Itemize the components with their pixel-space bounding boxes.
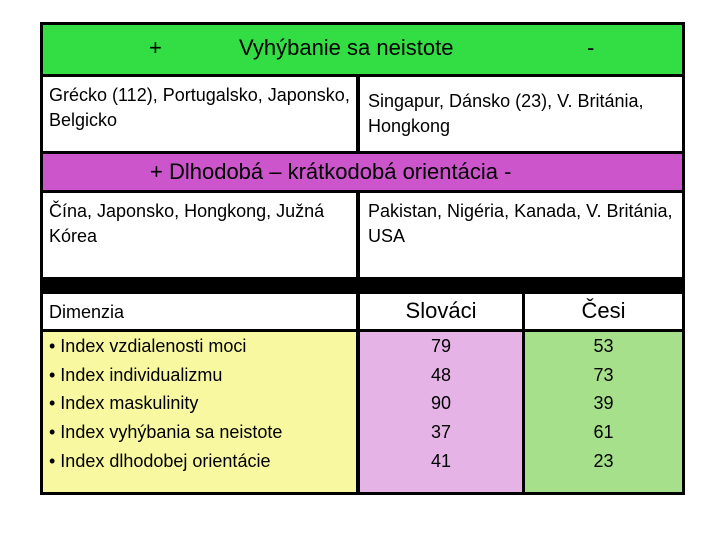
czechs-values: [525, 332, 682, 492]
minus-sign: -: [587, 35, 595, 60]
long-term-countries: Čína, Japonsko, Hongkong, Južná Kórea: [43, 193, 356, 277]
slovaks-value: 41: [430, 450, 452, 471]
dimension-item: • Index maskulinity: [49, 393, 199, 414]
dimension-item: • Index vyhýbania sa neistote: [49, 422, 283, 443]
czechs-value: 39: [593, 393, 614, 414]
low-uncertainty-countries: Singapur, Dánsko (23), V. Británia, Hongkong: [360, 77, 682, 151]
dimension-item: • Index individualizmu: [49, 364, 223, 385]
czechs-value: 73: [593, 364, 614, 385]
slovaks-value: 37: [430, 422, 452, 443]
slovaks-values: [360, 332, 522, 492]
slovaks-value: 48: [430, 364, 452, 385]
czechs-header: Česi: [525, 294, 682, 329]
slovaks-value: 79: [430, 336, 452, 356]
dimension-header: Dimenzia: [43, 294, 356, 329]
uncertainty-header: [43, 25, 682, 74]
uncertainty-title: Vyhýbanie sa neistote: [239, 35, 454, 60]
slovaks-value: 90: [430, 393, 452, 414]
dimension-list: [43, 332, 356, 492]
orientation-header: + Dlhodobá – krátkodobá orientácia -: [43, 154, 682, 190]
high-uncertainty-countries: Grécko (112), Portugalsko, Japonsko, Belgicko: [43, 77, 356, 151]
short-term-countries: Pakistan, Nigéria, Kanada, V. Británia, USA: [360, 193, 682, 277]
dimension-item: • Index dlhodobej orientácie: [49, 450, 271, 471]
plus-sign: +: [149, 35, 162, 60]
czechs-value: 53: [593, 336, 614, 356]
dimension-item: • Index vzdialenosti moci: [49, 336, 247, 356]
slovaks-header: Slováci: [360, 294, 522, 329]
czechs-value: 61: [593, 422, 614, 443]
czechs-value: 23: [593, 450, 614, 471]
